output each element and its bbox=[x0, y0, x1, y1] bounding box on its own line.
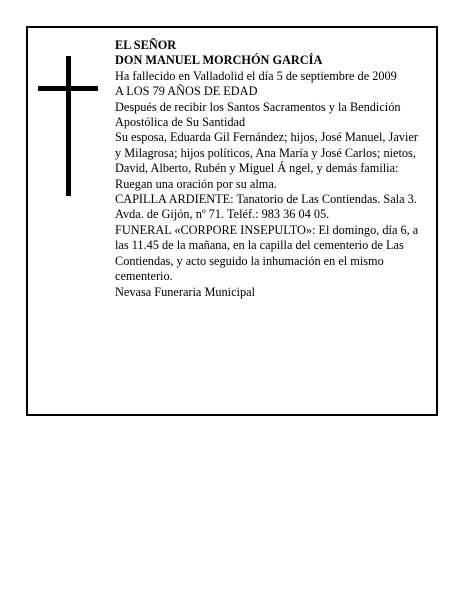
obituary-text bbox=[115, 38, 427, 300]
age-paragraph: A LOS 79 AÑOS DE EDAD bbox=[115, 84, 258, 99]
chapel-paragraph: CAPILLA ARDIENTE: Tanatorio de Las Contiendas. Sala 3. Avda. de Gijón, nº 71. Teléf.: 983 36 04 05. bbox=[115, 192, 417, 222]
cross-horizontal-bar bbox=[38, 86, 98, 91]
title-line-1: EL SEÑOR bbox=[115, 38, 177, 52]
deceased-name: DON MANUEL MORCHÓN GARCÍA bbox=[115, 53, 323, 68]
prayer-paragraph: Ruegan una oración por su alma. bbox=[115, 176, 277, 191]
funeral-paragraph: FUNERAL «CORPORE INSEPULTO»: El domingo, día 6, a las 11.45 de la mañana, en la capilla del cementerio de Las Contiendas, y acto seguido la inhumación en el mismo cementerio. bbox=[115, 222, 419, 284]
funeral-home-paragraph: Nevasa Funeraria Municipal bbox=[115, 284, 255, 299]
sacraments-paragraph: Después de recibir los Santos Sacramentos y la Bendición Apostólica de Su Santidad bbox=[115, 99, 401, 130]
cross-icon bbox=[38, 56, 98, 196]
death-date-paragraph: Ha fallecido en Valladolid el día 5 de septiembre de 2009 bbox=[115, 68, 397, 83]
cross-vertical-bar bbox=[66, 56, 71, 196]
family-paragraph: Su esposa, Eduarda Gil Fernández; hijos, José Manuel, Javier y Milagrosa; hijos políticos, Ana María y José Carlos; nietos, David, Alberto, Rubén y Miguel Á ngel, y demás familia: bbox=[115, 130, 418, 176]
